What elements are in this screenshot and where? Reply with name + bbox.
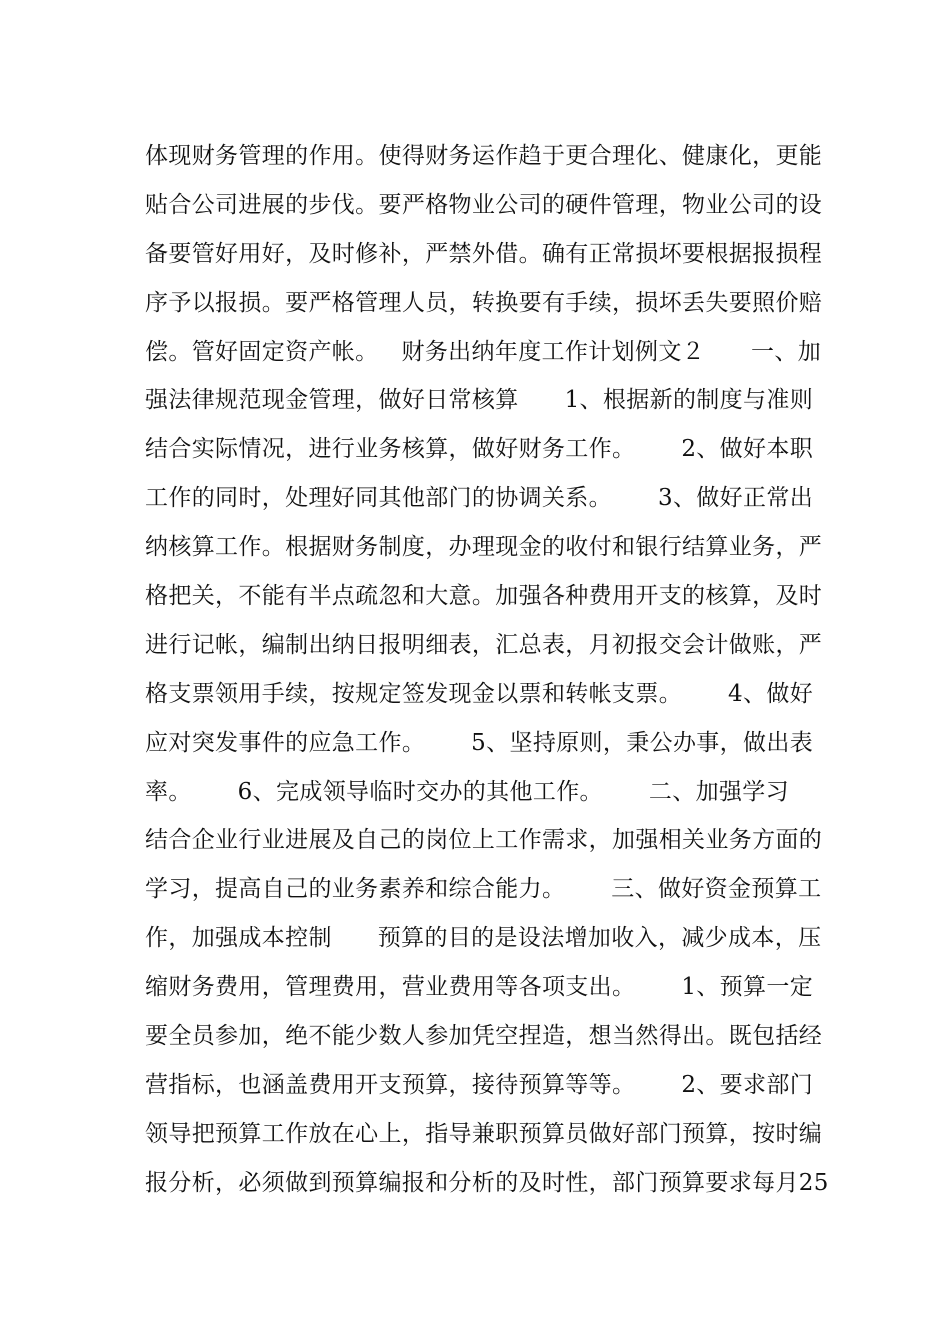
text-line: 备要管好用好，及时修补，严禁外借。确有正常损坏要根据报损程 [145, 240, 823, 267]
text-line: 序予以报损。要严格管理人员，转换要有手续，损坏丢失要照价赔 [145, 289, 823, 316]
body-text [145, 132, 829, 1208]
text-line: 格支票领用手续，按规定签发现金以票和转帐支票。 4、做好 [145, 680, 814, 707]
text-line: 结合企业行业进展及自己的岗位上工作需求，加强相关业务方面的 [145, 827, 823, 854]
text-line: 贴合公司进展的步伐。要严格物业公司的硬件管理，物业公司的设 [145, 191, 823, 218]
text-line: 强法律规范现金管理，做好日常核算 1、根据新的制度与准则 [145, 387, 814, 414]
text-line: 要全员参加，绝不能少数人参加凭空捏造，想当然得出。既包括经 [145, 1023, 823, 1050]
text-line: 学习，提高自己的业务素养和综合能力。 三、做好资金预算工 [145, 876, 822, 903]
text-line: 率。 6、完成领导临时交办的其他工作。 二、加强学习 [145, 778, 789, 805]
text-line: 偿。管好固定资产帐。 财务出纳年度工作计划例文２ 一、加 [145, 338, 822, 365]
text-line: 作，加强成本控制 预算的目的是设法增加收入，减少成本，压 [145, 925, 822, 952]
text-line: 领导把预算工作放在心上，指导兼职预算员做好部门预算，按时编 [145, 1120, 823, 1147]
text-line: 结合实际情况，进行业务核算，做好财务工作。 2、做好本职 [145, 436, 814, 463]
text-line: 纳核算工作。根据财务制度，办理现金的收付和银行结算业务，严 [145, 534, 823, 561]
text-line: 工作的同时，处理好同其他部门的协调关系。 3、做好正常出 [145, 485, 814, 512]
text-line: 缩财务费用，管理费用，营业费用等各项支出。 1、预算一定 [145, 974, 814, 1001]
text-line: 应对突发事件的应急工作。 5、坚持原则，秉公办事，做出表 [145, 729, 814, 756]
text-line: 营指标，也涵盖费用开支预算，接待预算等等。 2、要求部门 [145, 1071, 814, 1098]
text-line: 报分析，必须做到预算编报和分析的及时性，部门预算要求每月25 [145, 1169, 829, 1196]
text-line: 体现财务管理的作用。使得财务运作趋于更合理化、健康化，更能 [145, 143, 823, 169]
text-line: 格把关，不能有半点疏忽和大意。加强各种费用开支的核算，及时 [145, 583, 823, 610]
text-line: 进行记帐，编制出纳日报明细表，汇总表，月初报交会计做账，严 [145, 631, 823, 658]
